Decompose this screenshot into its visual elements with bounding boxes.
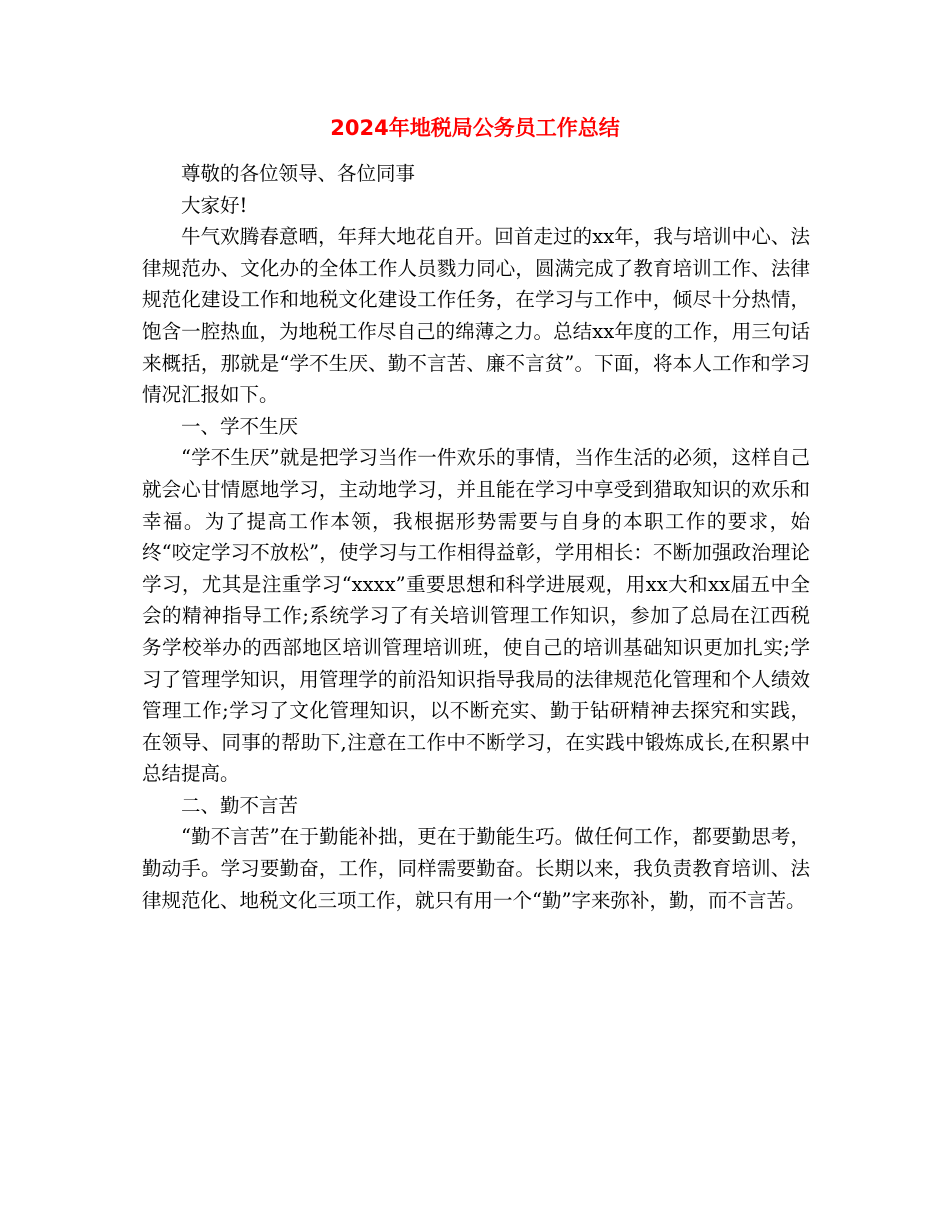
section-2-paragraph: “勤不言苦”在于勤能补拙，更在于勤能生巧。做任何工作，都要勤思考，勤动手。学习要勤奋，工作，同样需要勤奋。长期以来，我负责教育培训、法律规范化、地税文化三项工作，就只有用一个“勤”字来弥补，勤，而不言苦。 [142,825,810,912]
document-body [142,158,810,916]
salutation: 尊敬的各位领导、各位同事 [181,162,416,185]
greeting: 大家好! [181,193,248,217]
document-title: 2024年地税局公务员工作总结 [330,116,620,140]
section-heading-1: 一、学不生厌 [181,414,299,438]
intro-paragraph: 牛气欢腾春意晒，年拜大地花自开。回首走过的xx年，我与培训中心、法律规范办、文化办的全体工作人员戮力同心，圆满完成了教育培训工作、法律规范化建设工作和地税文化建设工作任务，在学习与工作中，倾尽十分热情，饱含一腔热血，为地税工作尽自己的绵薄之力。总结xx年度的工作，用三句话来概括，那就是“学不生厌、勤不言苦、廉不言贫”。下面，将本人工作和学习情况汇报如下。 [142,225,810,407]
section-1-paragraph: “学不生厌”就是把学习当作一件欢乐的事情，当作生活的必须，这样自己就会心甘情愿地学习，主动地学习，并且能在学习中享受到猎取知识的欢乐和幸福。为了提高工作本领，我根据形势需要与自身的本职工作的要求，始终“咬定学习不放松”，使学习与工作相得益彰，学用相长：不断加强政治理论学习，尤其是注重学习“xxxx”重要思想和科学进展观，用xx大和xx届五中全会的精神指导工作;系统学习了有关培训管理工作知识，参加了总局在江西税务学校举办的西部地区培训管理培训班，使自己的培训基础知识更加扎实;学习了管理学知识，用管理学的前沿知识指导我局的法律规范化管理和个人绩效管理工作;学习了文化管理知识，以不断充实、勤于钻研精神去探究和实践，在领导、同事的帮助下,注意在工作中不断学习，在实践中锻炼成长,在积累中总结提高。 [142,446,810,786]
section-heading-2: 二、勤不言苦 [181,793,299,817]
